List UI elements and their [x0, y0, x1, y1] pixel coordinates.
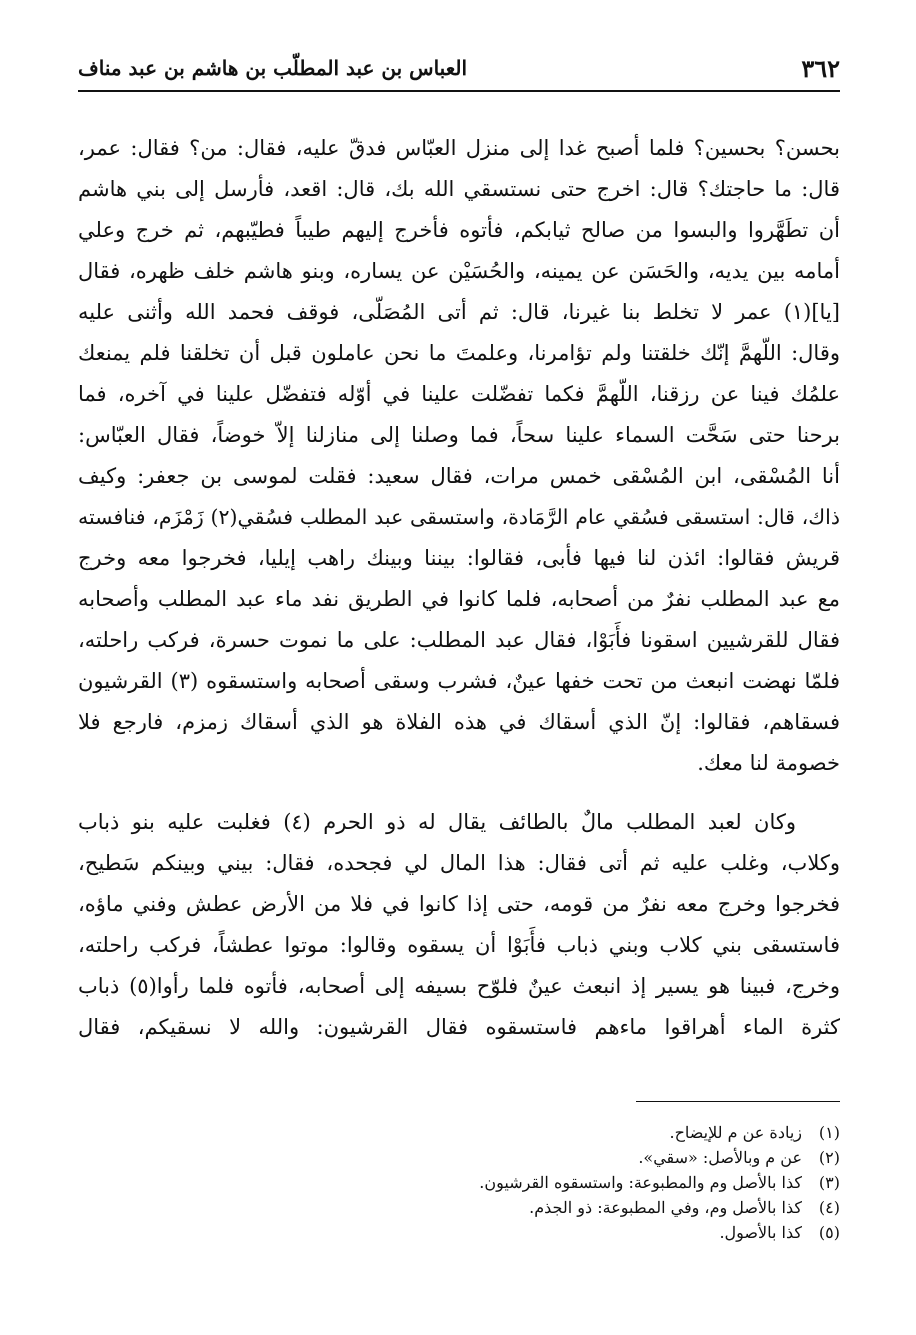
running-header: [78, 50, 840, 92]
text-line: أمامه بين يديه، والحَسَن عن يمينه، والحُسَيْن عن يساره، وبنو هاشم خلف ظهره، فقال: [78, 259, 840, 283]
text-line: وكلاب، وغلب عليه ثم أتى فقال: هذا المال لي فجحده، فقال: بيني وبينكم سَطيح،: [78, 851, 840, 875]
text-line: مع عبد المطلب نفرٌ من أصحابه، فلما كانوا في الطريق نفد ماء عبد المطلب وأصحابه: [78, 587, 840, 611]
text-line: قريش فقالوا: ائذن لنا فيها فأبى، فقالوا: بيننا وبينك راهب إيليا، فخرجوا معه وخرج: [78, 546, 840, 570]
footnotes: [78, 1120, 840, 1245]
text-line: علمُك فينا عن رزقنا، اللّهمَّ فكما تفضّلت علينا في أوّله فتفضّل علينا في آخره، فما: [78, 382, 840, 406]
text-line: ذاك، قال: استسقى فسُقي عام الرَّمَادة، واستسقى عبد المطلب فسُقي(٢) زَمْزَم، فنافسته: [78, 505, 840, 529]
text-line: وقال: اللّهمَّ إنّك خلقتنا ولم تؤامرنا، وعلمتَ ما نحن عاملون قبل أن تخلقنا فلم يمنعك: [78, 341, 840, 365]
text-line: فلمّا نهضت انبعث من تحت خفها عينٌ، فشرب وسقى أصحابه واستسقوه (٣) القرشيون: [78, 669, 840, 693]
footnote: [78, 1145, 840, 1170]
text-line: فاستسقى بني كلاب وبني ذباب فأَبَوْا أن يسقوه وقالوا: موتوا عطشاً، فركب راحلته،: [78, 933, 840, 957]
page-number: ٣٦٢: [801, 54, 840, 83]
text-line: كثرة الماء أهراقوا ماءهم فاستسقوه فقال القرشيون: والله لا نسقيكم، فقال: [78, 1015, 840, 1039]
text-line: خصومة لنا معك.: [697, 751, 840, 775]
footnote-text: كذا بالأصل وم والمطبوعة: واستسقوه القرشيون.: [479, 1173, 802, 1192]
footnote-divider: [636, 1101, 840, 1102]
paragraph-1: [78, 128, 840, 784]
main-text: [78, 128, 840, 1048]
footnote: [78, 1120, 840, 1145]
footnote-number: (٢): [818, 1148, 840, 1167]
footnote-number: (٥): [818, 1223, 840, 1242]
text-line: وخرج، فبينا هو يسير إذ انبعث عينٌ فلوّح بسيفه إلى أصحابه، فأتوه فلما رأوا(٥) ذباب: [78, 974, 840, 998]
text-line: أنا المُسْقى، ابن المُسْقى خمس مرات، فقال سعيد: فقلت لموسى بن جعفر: وكيف: [78, 464, 840, 488]
footnote-number: (٣): [818, 1173, 840, 1192]
footnote-text: عن م وبالأصل: «سقي».: [638, 1148, 802, 1167]
footnote: [78, 1170, 840, 1195]
footnote-text: كذا بالأصل وم، وفي المطبوعة: ذو الجذم.: [529, 1198, 802, 1217]
paragraph-2: [78, 802, 840, 1048]
footnote-number: (٤): [818, 1198, 840, 1217]
text-line: قال: ما حاجتك؟ قال: اخرج حتى نستسقي الله بك، قال: اقعد، فأرسل إلى بني هاشم: [78, 177, 840, 201]
text-line: فقال للقرشيين اسقونا فأَبَوْا، فقال عبد المطلب: على ما نموت حسرة، فركب راحلته،: [78, 628, 840, 652]
running-title: العباس بن عبد المطلّب بن هاشم بن عبد مناف: [78, 56, 468, 80]
text-line: فخرجوا وخرج معه نفرٌ من قومه، حتى إذا كانوا في فلا من الأرض عطش وفني ماؤه،: [78, 892, 840, 916]
footnote-text: زيادة عن م للإيضاح.: [669, 1123, 802, 1142]
footnote: [78, 1220, 840, 1245]
text-line: وكان لعبد المطلب مالٌ بالطائف يقال له ذو الحرم (٤) فغلبت عليه بنو ذباب: [78, 810, 796, 834]
footnote: [78, 1195, 840, 1220]
text-line: بحسن؟ بحسين؟ فلما أصبح غدا إلى منزل العبّاس فدقّ عليه، فقال: من؟ فقال: عمر،: [78, 136, 840, 160]
footnote-text: كذا بالأصول.: [719, 1223, 802, 1242]
text-line: أن تطَهَّروا والبسوا من صالح ثيابكم، فأتوه فأخرج إليهم طيباً فطيّبهم، ثم خرج وعلي: [78, 218, 840, 242]
text-line: فسقاهم، فقالوا: إنّ الذي أسقاك في هذه الفلاة هو الذي أسقاك زمزم، فارجع فلا: [78, 710, 840, 734]
text-line: [يا](١) عمر لا تخلط بنا غيرنا، قال: ثم أتى المُصَلّى، فوقف فحمد الله وأثنى عليه: [78, 300, 840, 324]
text-line: برحنا حتى سَحَّت السماء علينا سحاً، فما وصلنا إلى منازلنا إلاّ خوضاً، فقال العبّاس:: [78, 423, 840, 447]
footnote-number: (١): [818, 1123, 840, 1142]
